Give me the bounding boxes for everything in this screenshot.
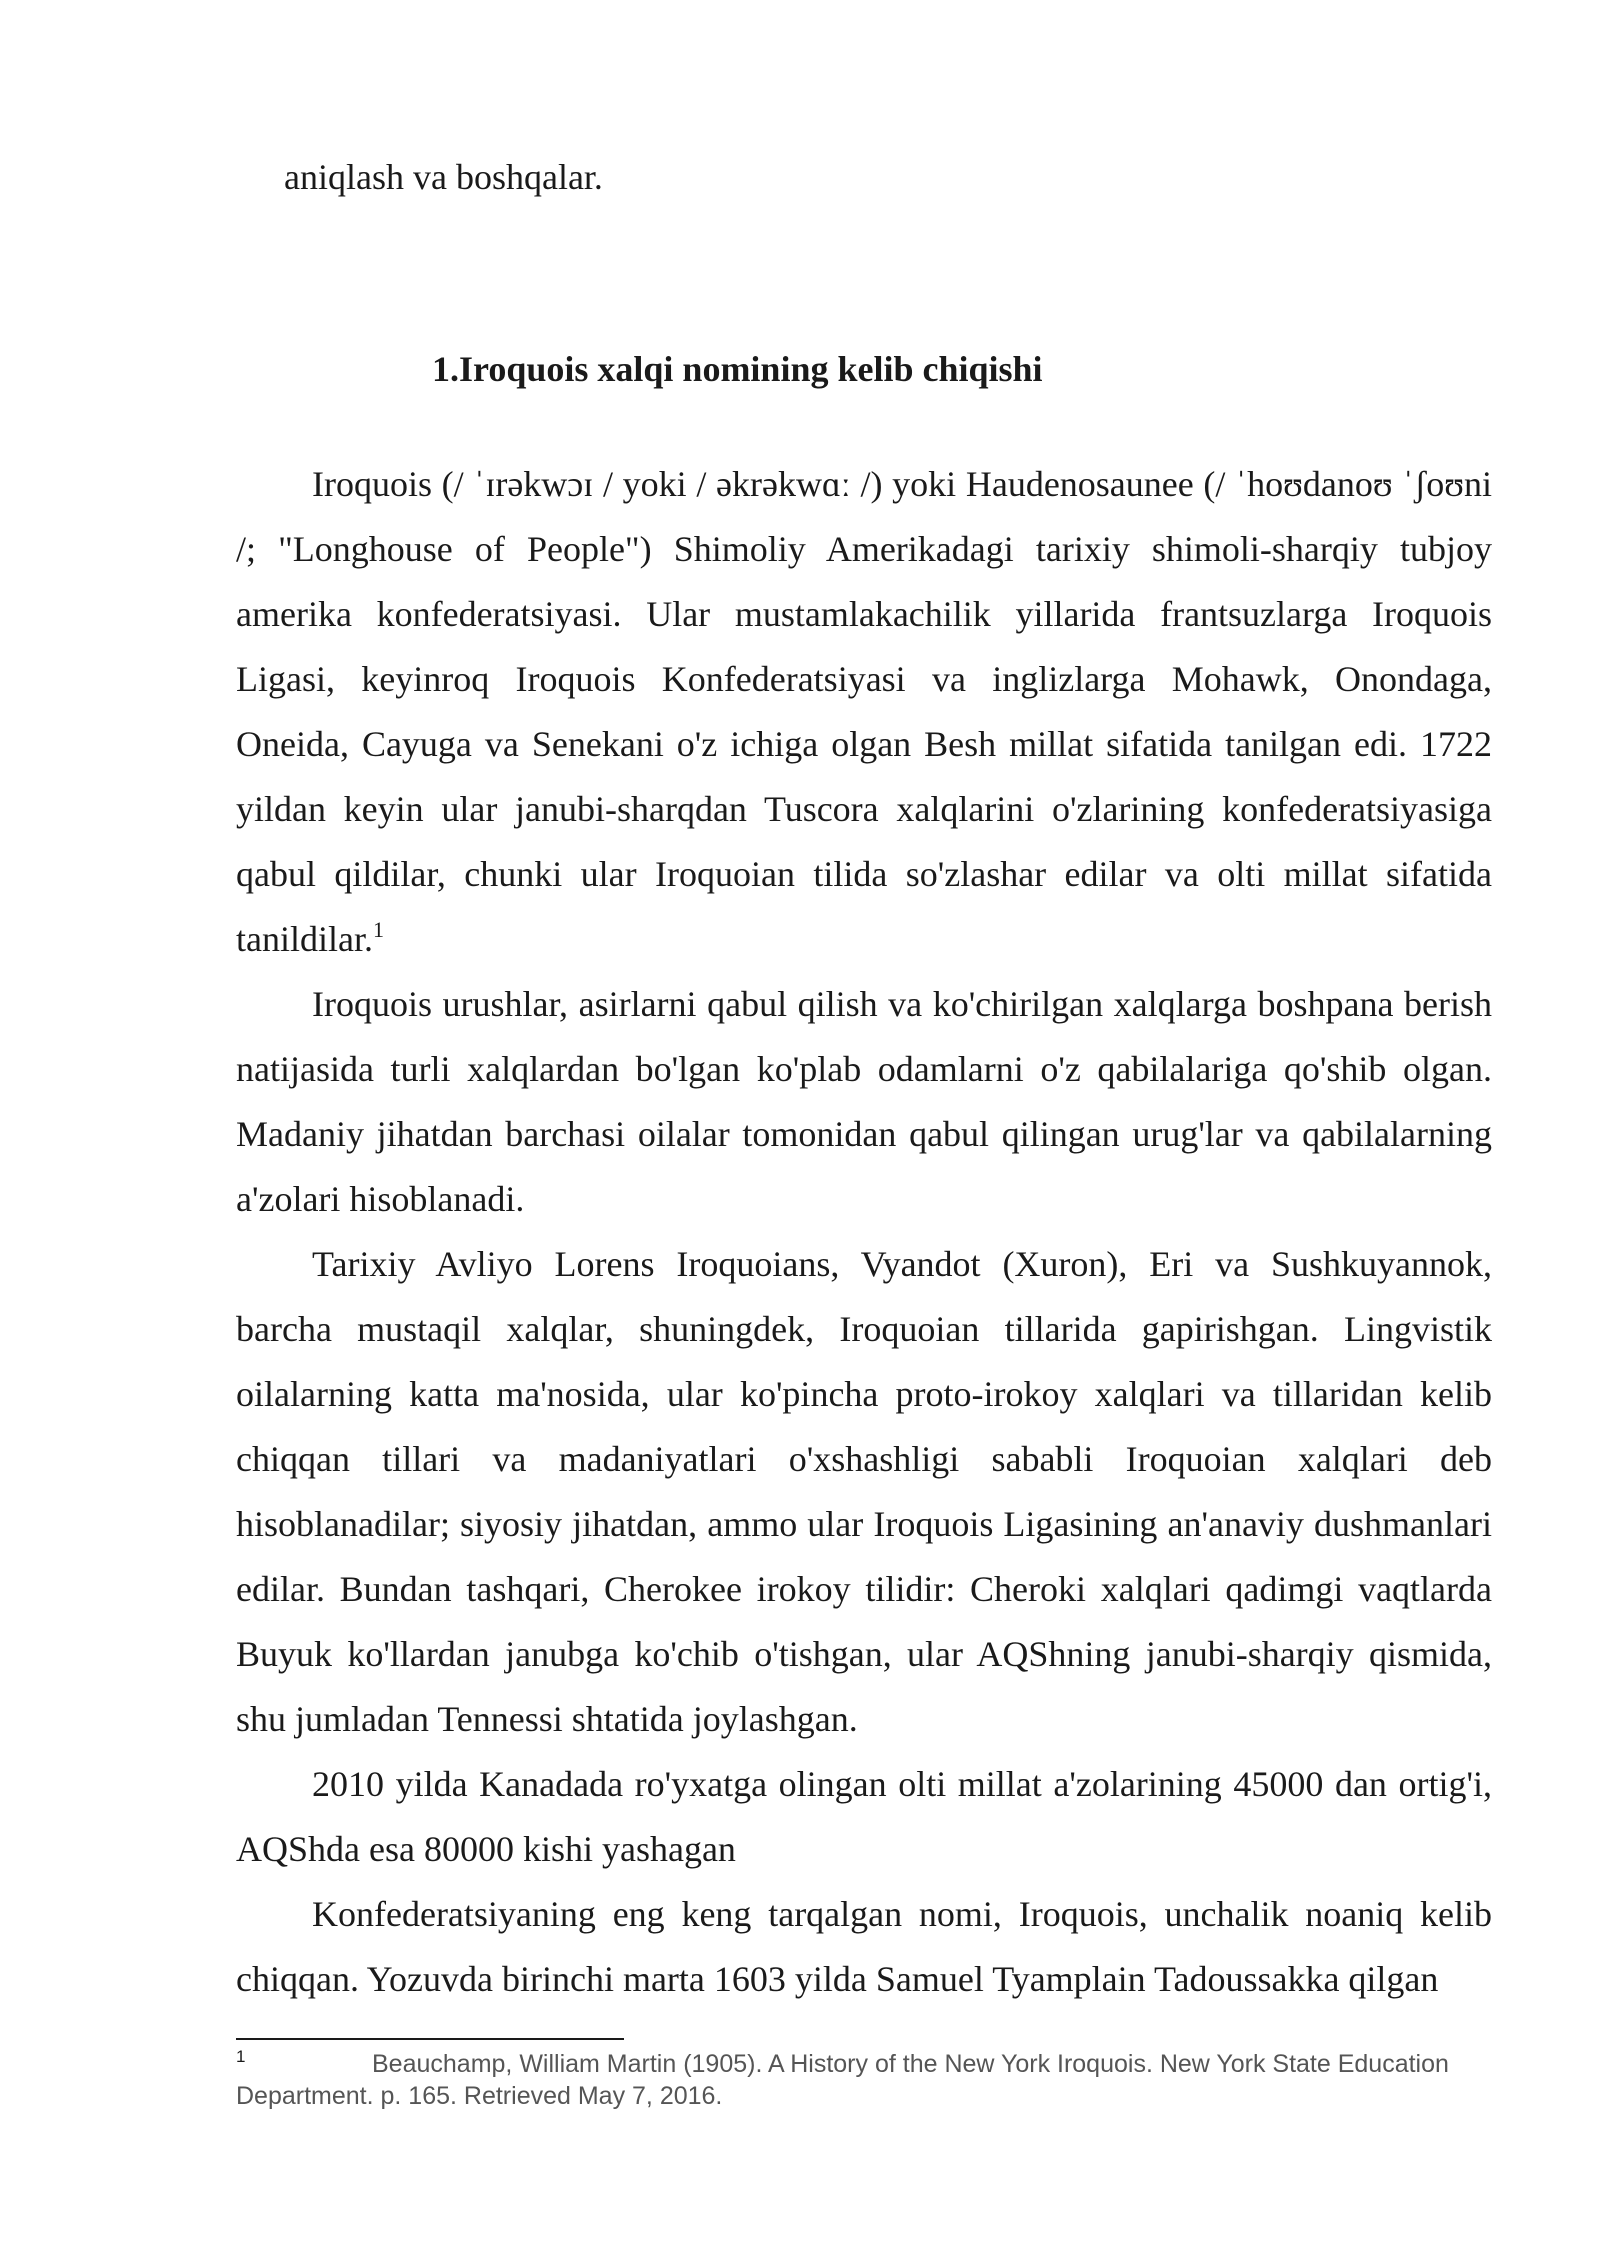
paragraph-2: Iroquois urushlar, asirlarni qabul qilish va ko'chirilgan xalqlarga boshpana berish natijasida turli xalqlardan bo'lgan ko'plab odamlarni o'z qabilalariga qo'shib olgan. Madaniy jihatdan barchasi oilalar tomonidan qabul qilingan urug'lar va qabilalarning a'zolari hisoblanadi.	[236, 984, 1492, 1219]
section-heading: 1.Iroquois xalqi nomining kelib chiqishi	[432, 349, 1043, 389]
paragraph-4: 2010 yilda Kanadada ro'yxatga olingan olti millat a'zolarining 45000 dan ortig'i, AQShda esa 80000 kishi yashagan	[236, 1764, 1492, 1869]
footnote-separator	[236, 2038, 624, 2040]
footnote-text: Beauchamp, William Martin (1905). A History of the New York Iroquois. New York State Education Department. p. 165. Retrieved May 7, 2016.	[236, 2050, 1449, 2110]
paragraph-3: Tarixiy Avliyo Lorens Iroquoians, Vyandot (Xuron), Eri va Sushkuyannok, barcha mustaqil xalqlar, shuningdek, Iroquoian tillarida gapirishgan. Lingvistik oilalarning katta ma'nosida, ular ko'pincha proto-irokoy xalqlari va tillaridan kelib chiqqan tillari va madaniyatlari o'xshashligi sababli Iroquoian xalqlari deb hisoblanadilar; siyosiy jihatdan, ammo ular Iroquois Ligasining an'anaviy dushmanlari edilar. Bundan tashqari, Cherokee irokoy tilidir: Cheroki xalqlari qadimgi vaqtlarda Buyuk ko'llardan janubga ko'chib o'tishgan, ular AQShning janubi-sharqiy qismida, shu jumladan Tennessi shtatida joylashgan.	[236, 1244, 1492, 1739]
paragraph-1	[236, 452, 1492, 972]
continuation-text: aniqlash va boshqalar.	[284, 157, 603, 197]
footnote-reference[interactable]: 1	[372, 917, 384, 942]
footnote: 1 Beauchamp, William Martin (1905). A History of the New York Iroquois. New York State Education Department. p. 165. Retrieved May 7, 2016.	[236, 2047, 1449, 2110]
body-text	[236, 452, 1492, 2012]
paragraph-1-text: Iroquois (/ ˈɪrəkwɔɪ / yoki / əkrəkwɑː /) yoki Haudenosaunee (/ ˈhoʊdanoʊ ˈʃoʊni /; "Longhouse of People") Shimoliy Amerikadagi tarixiy shimoli-sharqiy tubjoy amerika konfederatsiyasi. Ular mustamlakachilik yillarida frantsuzlarga Iroquois Ligasi, keyinroq Iroquois Konfederatsiyasi va inglizlarga Mohawk, Onondaga, Oneida, Cayuga va Senekani o'z ichiga olgan Besh millat sifatida tanilgan edi. 1722 yildan keyin ular janubi-sharqdan Tuscora xalqlarini o'zlarining konfederatsiyasiga qabul qildilar, chunki ular Iroquoian tilida so'zlashar edilar va olti millat sifatida tanildilar.	[236, 464, 1492, 959]
paragraph-5: Konfederatsiyaning eng keng tarqalgan nomi, Iroquois, unchalik noaniq kelib chiqqan. Yozuvda birinchi marta 1603 yilda Samuel Tyamplain Tadoussakka qilgan	[236, 1894, 1492, 1999]
